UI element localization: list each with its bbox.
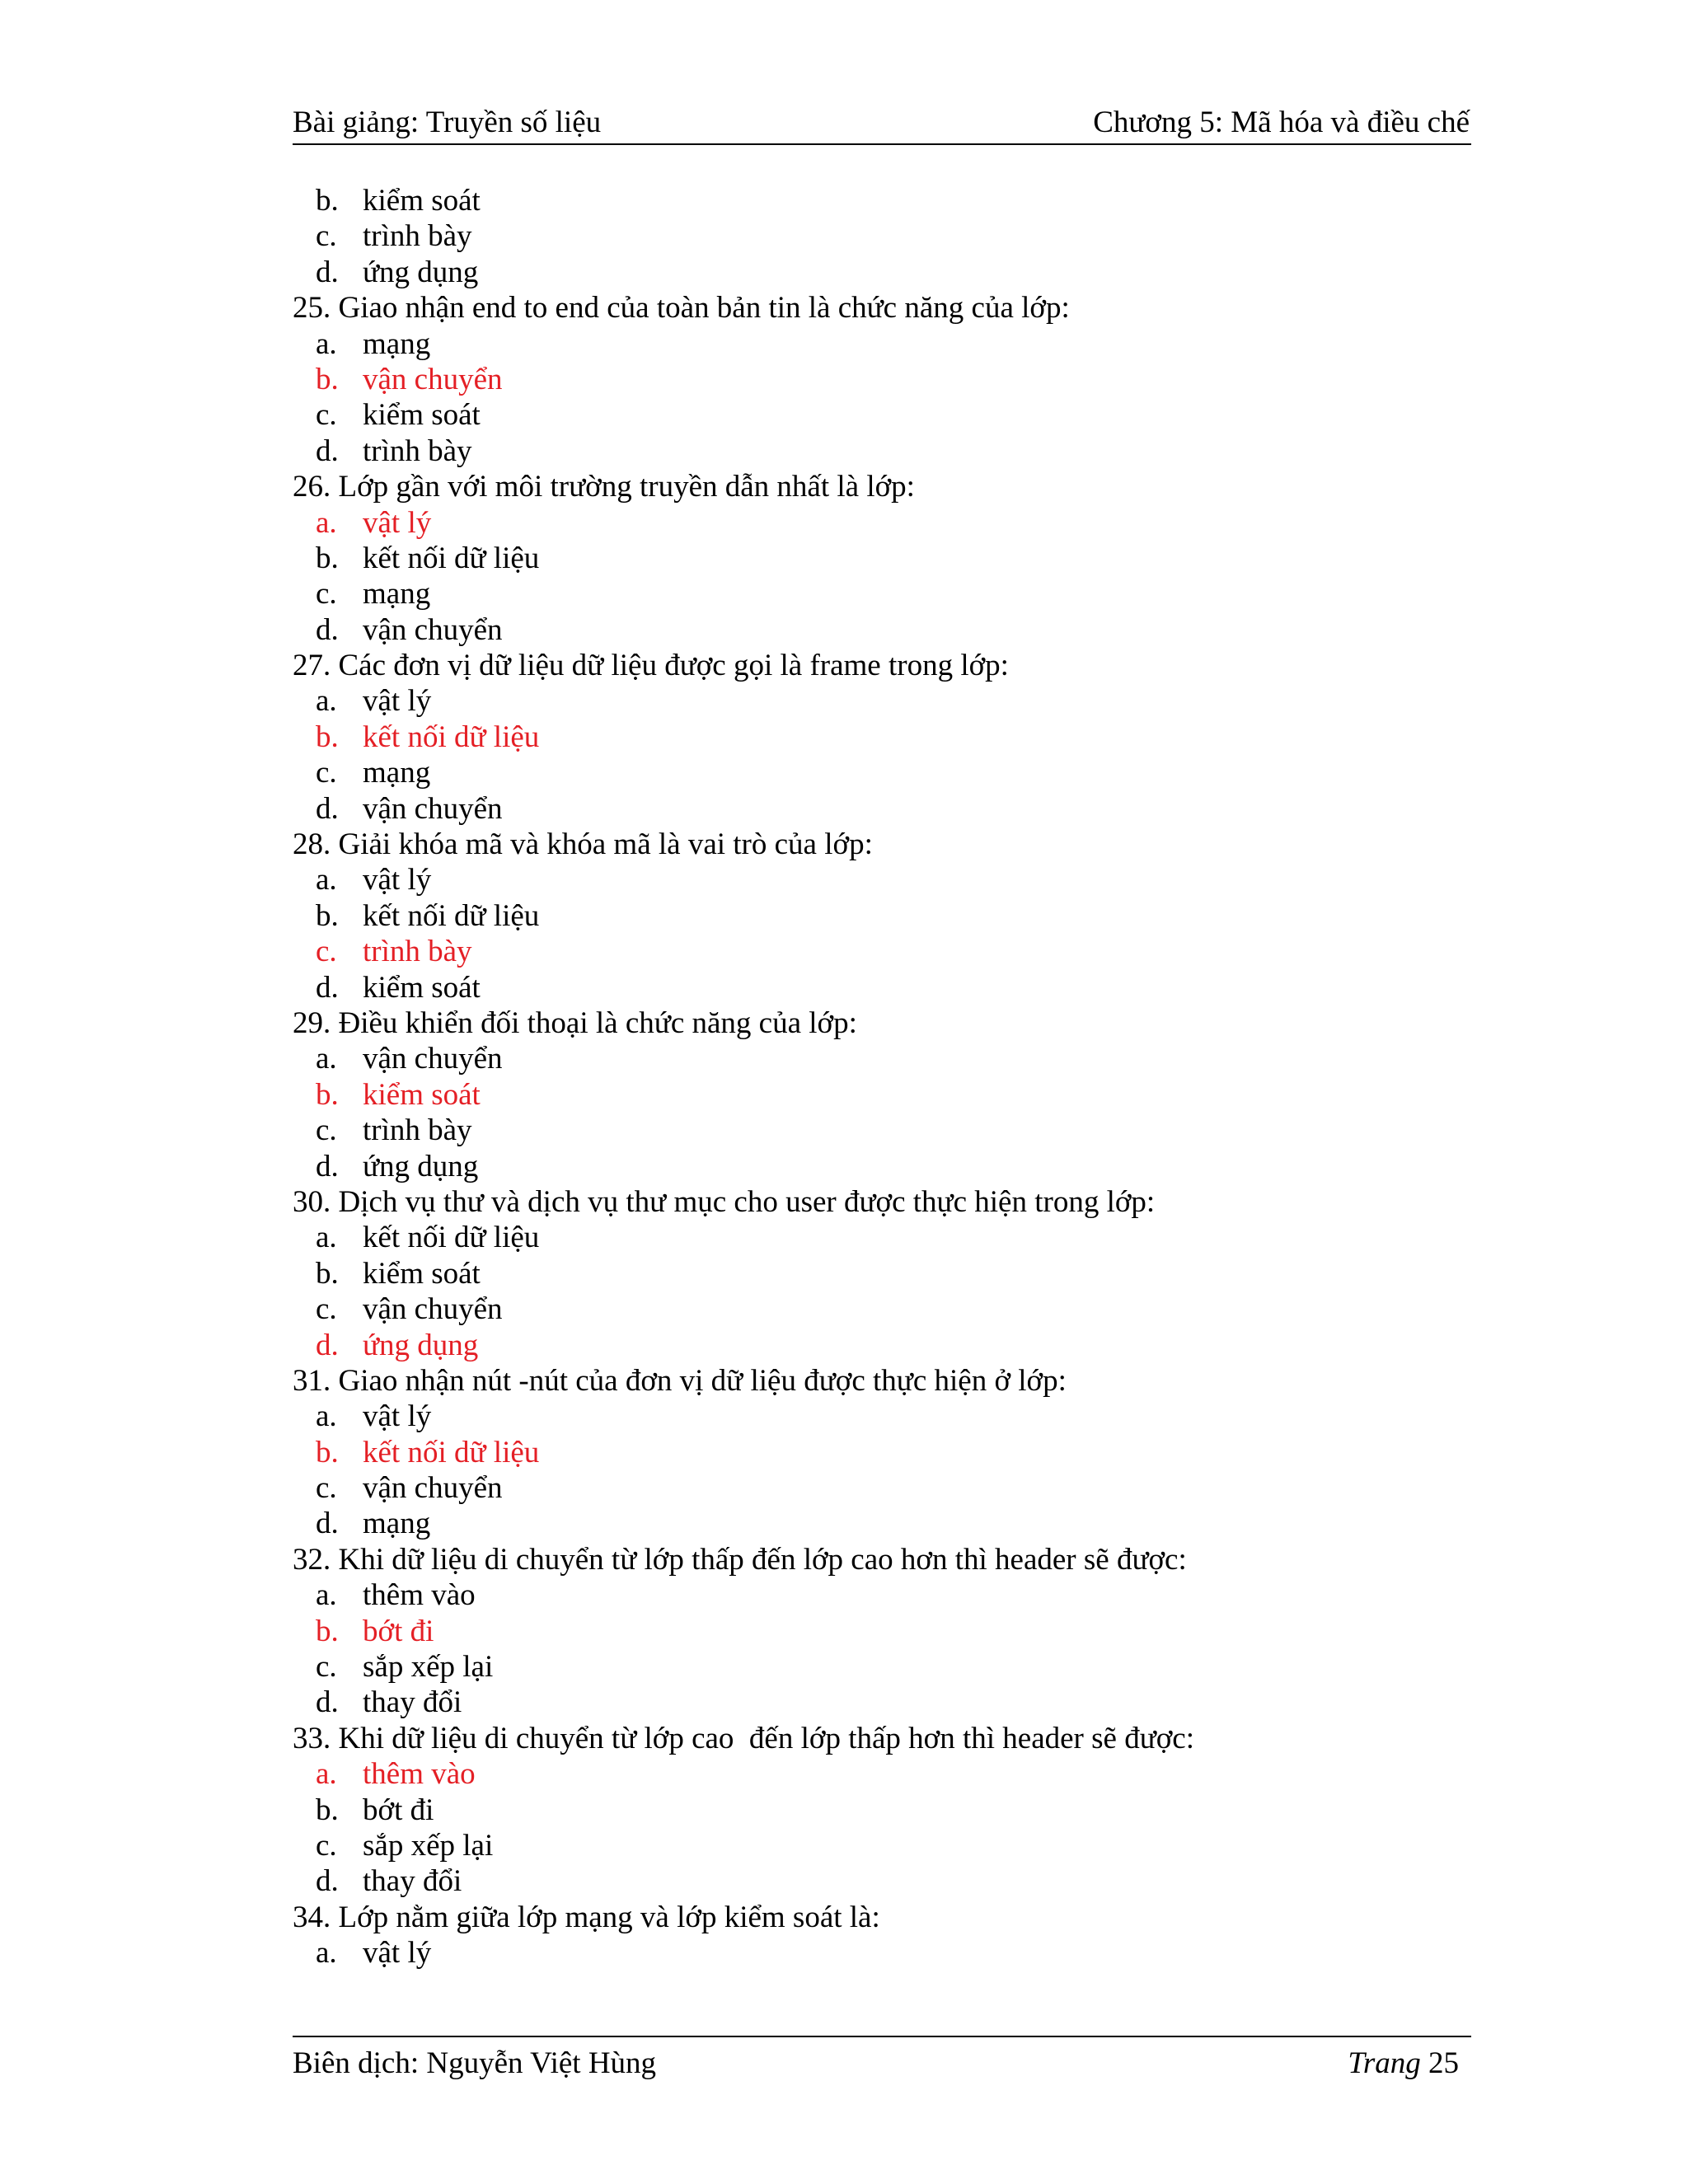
- option-letter: c.: [316, 935, 337, 969]
- option-letter: d.: [316, 970, 339, 1005]
- answer-option: [293, 1399, 1471, 1434]
- answer-option: [293, 683, 1471, 719]
- option-text: bớt đi: [363, 1793, 434, 1827]
- answer-option: [293, 326, 1471, 362]
- option-text: vật lý: [363, 1399, 432, 1434]
- option-letter: d.: [316, 434, 339, 468]
- option-text: thay đổi: [363, 1685, 462, 1720]
- option-text: vận chuyển: [363, 1042, 503, 1076]
- question-text: 34. Lớp nằm giữa lớp mạng và lớp kiểm soát là:: [293, 1900, 880, 1934]
- option-letter: c.: [316, 1828, 337, 1863]
- header-chapter-title: Chương 5: Mã hóa và điều chế: [1093, 105, 1470, 139]
- answer-option: [293, 434, 1471, 469]
- answer-option: [293, 791, 1471, 827]
- answer-option-correct: [293, 934, 1471, 969]
- option-text: kết nối dữ liệu: [363, 898, 540, 933]
- answer-option: [293, 970, 1471, 1005]
- answer-option-correct: [293, 1077, 1471, 1113]
- option-letter: d.: [316, 791, 339, 826]
- option-text: bớt đi: [363, 1614, 434, 1648]
- option-letter: d.: [316, 1864, 339, 1899]
- option-text: mạng: [363, 1507, 431, 1541]
- footer-translator: Biên dịch: Nguyễn Việt Hùng: [293, 2046, 657, 2080]
- option-text: kết nối dữ liệu: [363, 719, 540, 754]
- option-text: thêm vào: [363, 1757, 476, 1792]
- option-letter: a.: [316, 1042, 337, 1076]
- option-text: kiểm soát: [363, 1256, 481, 1291]
- answer-option-correct: [293, 505, 1471, 541]
- answer-option: [293, 1256, 1471, 1291]
- option-text: trình bày: [363, 935, 472, 969]
- option-text: kiểm soát: [363, 184, 481, 218]
- page-number: [1348, 2041, 1459, 2087]
- option-text: kết nối dữ liệu: [363, 1435, 540, 1469]
- answer-option: [293, 1577, 1471, 1613]
- option-letter: c.: [316, 398, 337, 433]
- option-text: thay đổi: [363, 1864, 462, 1899]
- page-number-value: 25: [1428, 2046, 1459, 2080]
- option-letter: a.: [316, 1757, 337, 1792]
- option-text: vật lý: [363, 863, 432, 898]
- option-text: vận chuyển: [363, 1471, 503, 1506]
- option-text: vận chuyển: [363, 791, 503, 826]
- option-text: mạng: [363, 756, 431, 790]
- option-letter: c.: [316, 577, 337, 612]
- answer-option-correct: [293, 1328, 1471, 1363]
- question-text: 26. Lớp gần với môi trường truyền dẫn nhất là lớp:: [293, 470, 915, 504]
- option-text: kết nối dữ liệu: [363, 1221, 540, 1255]
- answer-option: [293, 541, 1471, 576]
- question-list: [293, 183, 1471, 1971]
- option-text: trình bày: [363, 1113, 472, 1148]
- option-letter: a.: [316, 1221, 337, 1255]
- page-footer: [293, 2036, 1471, 2087]
- option-letter: b.: [316, 362, 339, 396]
- option-letter: b.: [316, 1793, 339, 1827]
- option-letter: a.: [316, 684, 337, 719]
- answer-option: [293, 1685, 1471, 1720]
- header-course-title: Bài giảng: Truyền số liệu: [293, 105, 602, 139]
- answer-option: [293, 218, 1471, 254]
- option-letter: c.: [316, 1292, 337, 1327]
- option-letter: d.: [316, 1507, 339, 1541]
- option-letter: c.: [316, 219, 337, 254]
- option-letter: c.: [316, 1650, 337, 1685]
- option-letter: a.: [316, 1936, 337, 1971]
- answer-option: [293, 1113, 1471, 1148]
- option-letter: c.: [316, 1113, 337, 1148]
- option-letter: b.: [316, 541, 339, 575]
- option-text: trình bày: [363, 434, 472, 468]
- answer-option: [293, 1649, 1471, 1685]
- option-letter: d.: [316, 1685, 339, 1720]
- option-text: ứng dụng: [363, 255, 479, 289]
- option-letter: a.: [316, 505, 337, 540]
- question-text: 33. Khi dữ liệu di chuyển từ lớp cao đến lớp thấp hơn thì header sẽ được:: [293, 1721, 1195, 1755]
- answer-option: [293, 1506, 1471, 1541]
- answer-option: [293, 1828, 1471, 1863]
- option-letter: b.: [316, 898, 339, 933]
- answer-option: [293, 1863, 1471, 1899]
- option-text: ứng dụng: [363, 1328, 479, 1362]
- answer-option: [293, 862, 1471, 898]
- answer-option-correct: [293, 362, 1471, 397]
- option-text: kiểm soát: [363, 970, 481, 1005]
- option-text: vận chuyển: [363, 362, 503, 396]
- answer-option: [293, 1291, 1471, 1327]
- option-letter: b.: [316, 1614, 339, 1648]
- option-text: vận chuyển: [363, 612, 503, 647]
- option-text: vận chuyển: [363, 1292, 503, 1327]
- option-text: vật lý: [363, 1936, 432, 1971]
- option-letter: b.: [316, 1256, 339, 1291]
- option-text: kiểm soát: [363, 398, 481, 433]
- option-letter: c.: [316, 1471, 337, 1506]
- option-letter: b.: [316, 184, 339, 218]
- option-text: kết nối dữ liệu: [363, 541, 540, 575]
- answer-option: [293, 1470, 1471, 1506]
- option-text: ứng dụng: [363, 1149, 479, 1183]
- question-text: 27. Các đơn vị dữ liệu dữ liệu được gọi là frame trong lớp:: [293, 649, 1009, 683]
- option-text: thêm vào: [363, 1578, 476, 1613]
- option-text: mạng: [363, 326, 431, 361]
- option-letter: d.: [316, 1328, 339, 1362]
- answer-option: [293, 755, 1471, 790]
- option-letter: d.: [316, 1149, 339, 1183]
- answer-option: [293, 576, 1471, 612]
- option-letter: a.: [316, 863, 337, 898]
- question-text: 29. Điều khiển đối thoại là chức năng của lớp:: [293, 1005, 857, 1040]
- option-letter: b.: [316, 1077, 339, 1112]
- answer-option: [293, 397, 1471, 433]
- option-letter: a.: [316, 1578, 337, 1613]
- option-letter: c.: [316, 756, 337, 790]
- option-text: vật lý: [363, 684, 432, 719]
- option-letter: a.: [316, 1399, 337, 1434]
- answer-option: [293, 1935, 1471, 1971]
- page-header: [293, 102, 1471, 145]
- option-text: sắp xếp lại: [363, 1828, 494, 1863]
- option-letter: a.: [316, 326, 337, 361]
- answer-option-correct: [293, 719, 1471, 755]
- answer-option: [293, 1793, 1471, 1828]
- option-letter: d.: [316, 612, 339, 647]
- question-text: 25. Giao nhận end to end của toàn bản tin là chức năng của lớp:: [293, 291, 1070, 326]
- answer-option-correct: [293, 1435, 1471, 1470]
- option-letter: b.: [316, 1435, 339, 1469]
- option-letter: d.: [316, 255, 339, 289]
- answer-option: [293, 612, 1471, 648]
- option-text: kiểm soát: [363, 1077, 481, 1112]
- option-text: vật lý: [363, 505, 432, 540]
- question-text: 31. Giao nhận nút -nút của đơn vị dữ liệu được thực hiện ở lớp:: [293, 1363, 1067, 1398]
- question-text: 30. Dịch vụ thư và dịch vụ thư mục cho user được thực hiện trong lớp:: [293, 1184, 1156, 1219]
- answer-option-correct: [293, 1614, 1471, 1649]
- option-text: sắp xếp lại: [363, 1650, 494, 1685]
- answer-option: [293, 1220, 1471, 1255]
- answer-option: [293, 1041, 1471, 1076]
- answer-option: [293, 183, 1471, 218]
- option-text: trình bày: [363, 219, 472, 254]
- option-text: mạng: [363, 577, 431, 612]
- question-text: 32. Khi dữ liệu di chuyển từ lớp thấp đến lớp cao hơn thì header sẽ được:: [293, 1542, 1187, 1577]
- page-label: Trang: [1348, 2046, 1421, 2080]
- question-text: 28. Giải khóa mã và khóa mã là vai trò của lớp:: [293, 827, 873, 862]
- answer-option-correct: [293, 1756, 1471, 1792]
- answer-option: [293, 1149, 1471, 1184]
- option-letter: b.: [316, 719, 339, 754]
- answer-option: [293, 898, 1471, 934]
- answer-option: [293, 255, 1471, 290]
